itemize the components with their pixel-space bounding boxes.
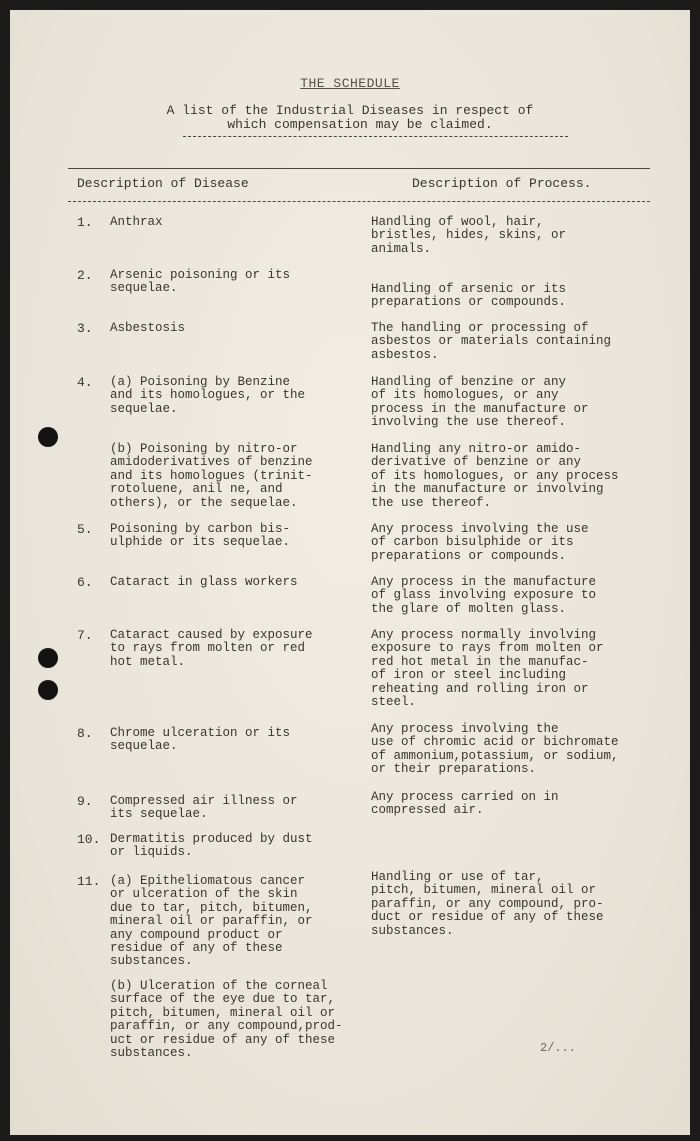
process-description: Handling of benzine or any of its homologues, or any process in the manufacture or involving the use thereof. xyxy=(371,375,589,430)
item-number: 11. xyxy=(77,874,101,889)
item-number: 6. xyxy=(77,575,93,590)
disease-description: Asbestosis xyxy=(110,321,186,335)
page-continuation-mark: 2/... xyxy=(540,1041,577,1055)
disease-description: (a) Poisoning by Benzine and its homologues, or the sequelae. xyxy=(110,375,306,416)
disease-description: (b) Poisoning by nitro-or amidoderivatives of benzine and its homologues (trinit- rotoluene, anil ne, and others), or the sequelae. xyxy=(110,442,313,510)
disease-description: Arsenic poisoning or its sequelae. xyxy=(110,268,291,296)
disease-description: (b) Ulceration of the corneal surface of the eye due to tar, pitch, bitumen, mineral oil or paraffin, or any compound,prod- uct or residue of any of these substances. xyxy=(110,979,343,1061)
item-number: 7. xyxy=(77,628,93,643)
subtitle-underline xyxy=(183,136,568,137)
process-description: Any process normally involving exposure to rays from molten or red hot metal in the manufac- of iron or steel including reheating and rolling iron or steel. xyxy=(371,628,604,710)
item-number: 8. xyxy=(77,726,93,741)
disease-description: (a) Epitheliomatous cancer or ulceration of the skin due to tar, pitch, bitumen, mineral oil or paraffin, or any compound product or residue of any of these substances. xyxy=(110,874,313,969)
process-description: Handling or use of tar, pitch, bitumen, mineral oil or paraffin, or any compound, pro- duct or residue of any of these substances. xyxy=(371,870,604,938)
item-number: 3. xyxy=(77,321,93,336)
disease-description: Cataract caused by exposure to rays from molten or red hot metal. xyxy=(110,628,313,669)
column-header-process: Description of Process. xyxy=(412,176,592,191)
item-number: 9. xyxy=(77,794,93,809)
disease-description: Anthrax xyxy=(110,215,163,229)
column-header-disease: Description of Disease xyxy=(77,176,249,191)
header-rule-top xyxy=(68,168,650,169)
process-description: Any process involving the use of carbon bisulphide or its preparations or compounds. xyxy=(371,522,589,563)
punch-hole-bottom xyxy=(38,680,58,700)
process-description: Handling of arsenic or its preparations or compounds. xyxy=(371,282,567,310)
disease-description: Cataract in glass workers xyxy=(110,575,298,589)
process-description: Any process carried on in compressed air. xyxy=(371,790,559,818)
item-number: 4. xyxy=(77,375,93,390)
item-number: 10. xyxy=(77,832,101,847)
disease-description: Compressed air illness or its sequelae. xyxy=(110,794,298,822)
process-description: The handling or processing of asbestos or materials containing asbestos. xyxy=(371,321,612,362)
item-number: 1. xyxy=(77,215,93,230)
punch-hole-top xyxy=(38,427,58,447)
item-number: 5. xyxy=(77,522,93,537)
header-rule-bottom xyxy=(68,201,650,202)
disease-description: Poisoning by carbon bis- ulphide or its sequelae. xyxy=(110,522,291,550)
process-description: Handling of wool, hair, bristles, hides, skins, or animals. xyxy=(371,215,567,256)
disease-description: Chrome ulceration or its sequelae. xyxy=(110,726,291,754)
process-description: Any process in the manufacture of glass involving exposure to the glare of molten glass. xyxy=(371,575,597,616)
disease-description: Dermatitis produced by dust or liquids. xyxy=(110,832,313,860)
process-description: Any process involving the use of chromic acid or bichromate of ammonium,potassium, or sodium, or their preparations. xyxy=(371,722,619,777)
schedule-title: THE SCHEDULE xyxy=(300,76,400,91)
item-number: 2. xyxy=(77,268,93,283)
punch-hole-middle xyxy=(38,648,58,668)
subtitle-line-2: which compensation may be claimed. xyxy=(227,117,493,132)
process-description: Handling any nitro-or amido- derivative of benzine or any of its homologues, or any process in the manufacture or involving the use thereof. xyxy=(371,442,619,510)
subtitle-line-1: A list of the Industrial Diseases in respect of xyxy=(166,103,534,118)
